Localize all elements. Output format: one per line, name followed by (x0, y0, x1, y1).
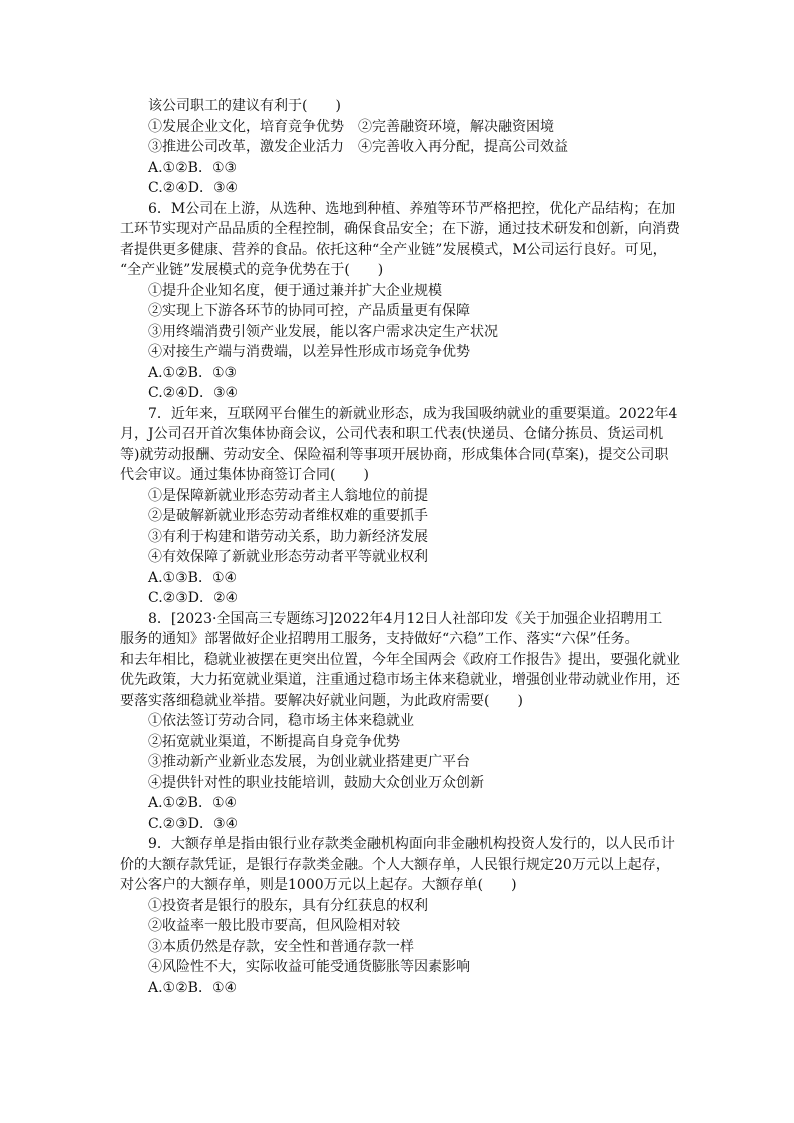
text-line: “全产业链”发展模式的竞争优势在于( ) (120, 262, 384, 278)
text-line: C.②④D．③④ (148, 180, 239, 196)
text-line: C.②④D．③④ (148, 385, 239, 401)
text-line: 8．[2023·全国高三专题练习]2022年4月12日人社部印发《关于加强企业招聘用工 (148, 610, 663, 627)
text-line: 优先政策，大力拓宽就业渠道，注重通过稳市场主体来稳就业，增强创业带动就业作用，还 (120, 672, 680, 688)
text-line: A.①②B．①③ (148, 364, 238, 381)
text-line: 6．M公司在上游，从选种、选地到种植、养殖等环节严格把控，优化产品结构；在加 (148, 200, 676, 217)
text-line: ③用终端消费引领产业发展，能以客户需求决定生产状况 (148, 323, 498, 340)
text-line: ②拓宽就业渠道，不断提高自身竞争优势 (148, 733, 400, 750)
text-line: ①投资者是银行的股东，具有分红获息的权利 (148, 897, 428, 914)
text-line: 9．大额存单是指由银行业存款类金融机构面向非金融机构投资人发行的，以人民币计 (148, 836, 675, 852)
text-line: A.①②B．①④ (148, 795, 238, 811)
text-line: ④对接生产端与消费端，以差异性形成市场竞争优势 (148, 344, 470, 360)
text-line: A.①③B．①④ (148, 569, 238, 586)
text-line: ②实现上下游各环节的协同可控，产品质量更有保障 (148, 303, 470, 319)
text-line: ①依法签订劳动合同，稳市场主体来稳就业 (148, 713, 414, 729)
text-line: 等)就劳动报酬、劳动安全、保险福利等事项开展协商，形成集体合同(草案)，提交公司职 (120, 446, 669, 463)
text-line: ②收益率一般比股市要高，但风险相对较 (148, 918, 400, 934)
text-line: 者提供更多健康、营养的食品。依托这种“全产业链”发展模式，M公司运行良好。可见， (120, 241, 667, 258)
text-line: ③推进公司改革，激发企业活力 ④完善收入再分配，提高公司效益 (148, 139, 568, 155)
text-line: 价的大额存款凭证，是银行存款类金融。个人大额存单，人民银行规定20万元以上起存， (120, 856, 670, 873)
text-line: ③有利于构建和谐劳动关系，助力新经济发展 (148, 528, 428, 545)
text-line: 工环节实现对产品品质的全程控制，确保食品安全；在下游，通过技术研发和创新，向消费 (120, 221, 680, 237)
text-line: ①是保障新就业形态劳动者主人翁地位的前提 (148, 487, 428, 504)
text-line: ④有效保障了新就业形态劳动者平等就业权利 (148, 549, 428, 565)
text-line: 7．近年来，互联网平台催生的新就业形态，成为我国吸纳就业的重要渠道。2022年4 (148, 405, 678, 422)
text-line: ①发展企业文化，培育竞争优势 ②完善融资环境，解决融资困境 (148, 118, 554, 135)
text-line: A.①②B．①④ (148, 979, 238, 996)
text-line: ③推动新产业新业态发展，为创业就业搭建更广平台 (148, 754, 470, 770)
text-line: 代会审议。通过集体协商签订合同( ) (120, 467, 369, 483)
text-line: 服务的通知》部署做好企业招聘用工服务，支持做好“六稳”工作、落实“六保”任务。 (120, 631, 639, 647)
document-body (120, 96, 680, 998)
text-line: 该公司职工的建议有利于( ) (148, 98, 341, 114)
text-line: A.①②B．①③ (148, 159, 238, 176)
text-line: 要落实落细稳就业举措。要解决好就业问题，为此政府需要( ) (120, 692, 523, 709)
text-line: 和去年相比，稳就业被摆在更突出位置，今年全国两会《政府工作报告》提出，要强化就业 (120, 651, 680, 668)
text-line: ④提供针对性的职业技能培训，鼓励大众创业万众创新 (148, 774, 484, 791)
text-line: ②是破解新就业形态劳动者维权难的重要抓手 (148, 508, 428, 524)
text-line: 月，J公司召开首次集体协商会议，公司代表和职工代表(快递员、仓储分拣员、货运司机 (120, 426, 664, 442)
text-line: C.②③D．③④ (148, 815, 239, 832)
text-line: 对公客户的大额存单，则是1000万元以上起存。大额存单( ) (120, 877, 517, 893)
text-line: ④风险性不大，实际收益可能受通货膨胀等因素影响 (148, 959, 470, 975)
text-line: C.②③D．②④ (148, 590, 239, 606)
text-line: ③本质仍然是存款，安全性和普通存款一样 (148, 938, 414, 955)
text-line: ①提升企业知名度，便于通过兼并扩大企业规模 (148, 282, 442, 299)
